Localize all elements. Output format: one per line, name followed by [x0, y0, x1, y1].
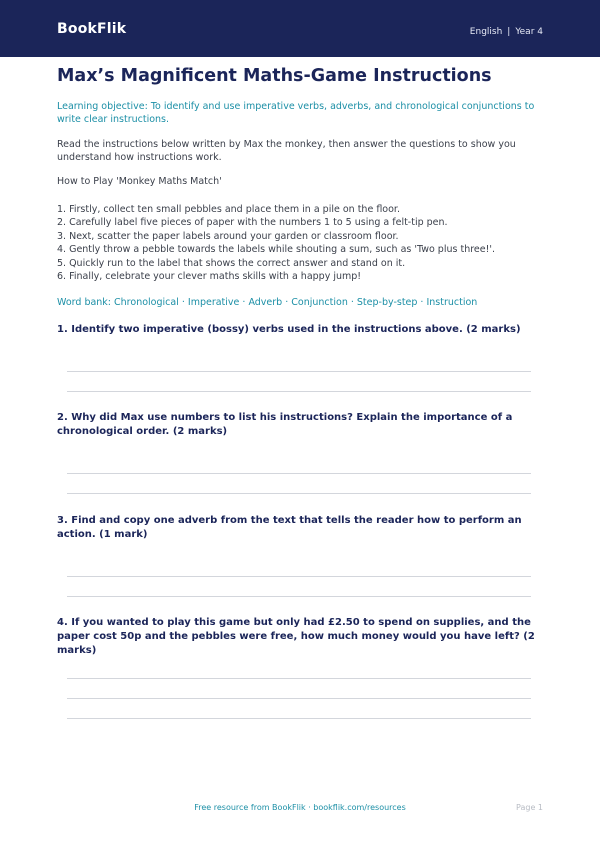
answer-line[interactable]	[67, 493, 531, 494]
page-title: Max’s Magnificent Maths-Game Instructions	[57, 66, 492, 86]
answer-line[interactable]	[67, 678, 531, 679]
header-meta	[470, 27, 543, 37]
answer-line[interactable]	[67, 718, 531, 719]
game-title: How to Play 'Monkey Maths Match'	[57, 176, 222, 187]
instruction-step: 1. Firstly, collect ten small pebbles and place them in a pile on the floor.	[57, 204, 400, 215]
answer-line[interactable]	[67, 596, 531, 597]
header-bar	[0, 0, 600, 57]
question-2: 2. Why did Max use numbers to list his instructions? Explain the importance of a chronological order. (2 marks)	[57, 412, 513, 437]
instruction-list	[57, 203, 543, 283]
answer-line[interactable]	[67, 473, 531, 474]
answer-line[interactable]	[67, 576, 531, 577]
answer-line[interactable]	[67, 371, 531, 372]
worksheet-body	[57, 64, 543, 308]
instruction-step: 3. Next, scatter the paper labels around your garden or classroom floor.	[57, 230, 399, 242]
question-1: 1. Identify two imperative (bossy) verbs used in the instructions above. (2 marks)	[57, 324, 521, 335]
instruction-step: 2. Carefully label five pieces of paper with the numbers 1 to 5 using a felt-tip pen.	[57, 217, 448, 229]
brand-logo[interactable]: BookFlik	[57, 21, 127, 37]
year-label: Year 4	[515, 27, 543, 37]
footer-link[interactable]: Free resource from BookFlik · bookflik.com/resources	[194, 803, 406, 812]
learning-objective: Learning objective: To identify and use imperative verbs, adverbs, and chronological conjunctions to write clear instructions.	[57, 101, 535, 125]
question-4: 4. If you wanted to play this game but only had £2.50 to spend on supplies, and the paper cost 50p and the pebbles were free, how much money would you have left? (2 marks)	[57, 617, 535, 656]
answer-line[interactable]	[67, 391, 531, 392]
instruction-step: 5. Quickly run to the label that shows the correct answer and stand on it.	[57, 257, 406, 269]
instruction-step: 4. Gently throw a pebble towards the labels while shouting a sum, such as 'Two plus three!'.	[57, 244, 496, 256]
question-3: 3. Find and copy one adverb from the text that tells the reader how to perform an action. (1 mark)	[57, 515, 522, 540]
intro-text: Read the instructions below written by Max the monkey, then answer the questions to show you understand how instructions work.	[57, 139, 516, 163]
meta-separator: |	[507, 27, 511, 37]
word-bank: Word bank: Chronological · Imperative · Adverb · Conjunction · Step-by-step · Instruction	[57, 297, 478, 309]
instruction-step: 6. Finally, celebrate your clever maths skills with a happy jump!	[57, 271, 362, 283]
subject-label: English	[469, 27, 503, 37]
page-number: Page 1	[516, 803, 543, 812]
answer-line[interactable]	[67, 698, 531, 699]
